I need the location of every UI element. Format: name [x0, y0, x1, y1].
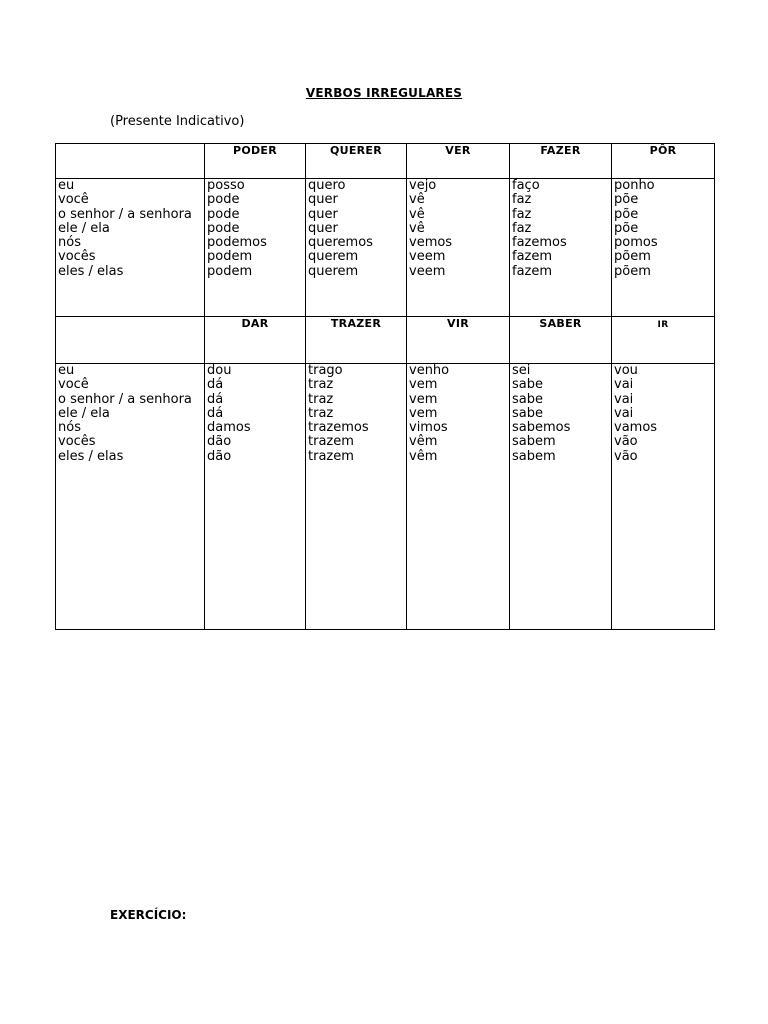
verb-form: sabe	[512, 391, 543, 407]
verb-form: sabe	[512, 377, 543, 393]
pronoun: nós	[58, 420, 81, 436]
verb-form: veem	[409, 249, 446, 265]
verb-form: querem	[308, 249, 359, 265]
verb-form: vimos	[409, 420, 448, 436]
verb-form: põe	[614, 192, 639, 208]
verb-form: vou	[614, 363, 638, 378]
verb-form: vamos	[614, 420, 658, 436]
verb-form: posso	[207, 178, 245, 193]
verb-form: traz	[308, 377, 334, 393]
document-title: VERBOS IRREGULARES	[305, 86, 463, 100]
verb-header-dar: DAR	[205, 317, 306, 364]
verb-form: vejo	[409, 178, 437, 193]
verb-form: dou	[207, 363, 232, 378]
pronoun-list	[56, 364, 204, 464]
verb-form: sabe	[512, 405, 543, 421]
verb-form: ponho	[614, 178, 655, 193]
verb-form: quer	[308, 206, 338, 222]
verb-form: podem	[207, 249, 253, 265]
forms-cell-ir	[612, 364, 715, 630]
conjugation-row-1	[56, 179, 715, 317]
forms-cell-querer	[306, 179, 407, 317]
verb-form: dá	[207, 391, 224, 407]
verb-form: vai	[614, 391, 634, 407]
pronoun: nós	[58, 235, 81, 251]
forms-cell-saber	[510, 364, 612, 630]
pronoun: o senhor / a senhora	[58, 206, 192, 222]
verb-form: vai	[614, 405, 634, 421]
forms-list	[205, 179, 305, 279]
verb-form: pode	[207, 220, 240, 236]
verb-form: vai	[614, 377, 634, 393]
pronoun: você	[58, 192, 89, 208]
verb-header-fazer: FAZER	[510, 144, 612, 179]
verb-header-querer: QUERER	[306, 144, 407, 179]
verb-form: vem	[409, 391, 438, 407]
verb-form: querem	[308, 263, 359, 279]
verb-header-row-2	[56, 317, 715, 364]
forms-cell-fazer	[510, 179, 612, 317]
pronoun: eles / elas	[58, 448, 124, 464]
verb-form: sei	[512, 363, 531, 378]
verb-form: sabem	[512, 434, 556, 450]
verb-form: quer	[308, 220, 338, 236]
verb-form: podem	[207, 263, 253, 279]
verb-form: vão	[614, 434, 638, 450]
verb-form: põe	[614, 220, 639, 236]
verb-form: põem	[614, 249, 651, 265]
verb-form: dá	[207, 377, 224, 393]
pronoun: ele / ela	[58, 405, 110, 421]
verb-form: quer	[308, 192, 338, 208]
pronoun: vocês	[58, 434, 96, 450]
verb-form: pode	[207, 192, 240, 208]
verb-form: faz	[512, 206, 532, 222]
empty-header-cell	[56, 144, 205, 179]
verb-header-por: PÔR	[612, 144, 715, 179]
forms-cell-poder	[205, 179, 306, 317]
verb-form: vêm	[409, 448, 438, 464]
verb-form: põe	[614, 206, 639, 222]
verb-form: traz	[308, 405, 334, 421]
verb-form: trazem	[308, 448, 354, 464]
verb-form: fazem	[512, 263, 553, 279]
verb-form: podemos	[207, 235, 267, 251]
verb-form: vem	[409, 405, 438, 421]
forms-cell-dar	[205, 364, 306, 630]
verb-header-ir: IR	[612, 317, 715, 364]
forms-list	[612, 364, 714, 464]
forms-cell-trazer	[306, 364, 407, 630]
verb-form: queremos	[308, 235, 373, 251]
verb-form: traz	[308, 391, 334, 407]
verb-form: veem	[409, 263, 446, 279]
verb-form: trago	[308, 363, 343, 378]
forms-list	[510, 179, 611, 279]
verb-form: põem	[614, 263, 651, 279]
verb-form: vão	[614, 448, 638, 464]
verb-form: quero	[308, 178, 346, 193]
verb-header-poder: PODER	[205, 144, 306, 179]
pronoun: eles / elas	[58, 263, 124, 279]
verb-conjugation-table	[55, 143, 715, 630]
verb-form: faz	[512, 220, 532, 236]
verb-form: dá	[207, 405, 224, 421]
forms-list	[306, 179, 406, 279]
forms-list	[510, 364, 611, 464]
verb-form: dão	[207, 434, 232, 450]
verb-form: faz	[512, 192, 532, 208]
verb-form: vê	[409, 206, 425, 222]
verb-header-trazer: TRAZER	[306, 317, 407, 364]
conjugation-row-2	[56, 364, 715, 630]
verb-form: damos	[207, 420, 251, 436]
verb-form: trazem	[308, 434, 354, 450]
document-subtitle: (Presente Indicativo)	[110, 114, 245, 129]
verb-form: pomos	[614, 235, 658, 251]
verb-header-ver: VER	[407, 144, 510, 179]
verb-form: sabemos	[512, 420, 571, 436]
verb-form: vê	[409, 192, 425, 208]
verb-form: pode	[207, 206, 240, 222]
verb-form: vem	[409, 377, 438, 393]
empty-header-cell	[56, 317, 205, 364]
pronoun: ele / ela	[58, 220, 110, 236]
pronoun-cell	[56, 364, 205, 630]
verb-form: fazem	[512, 249, 553, 265]
pronoun-cell	[56, 179, 205, 317]
verb-header-saber: SABER	[510, 317, 612, 364]
forms-list	[407, 179, 509, 279]
forms-list	[612, 179, 714, 279]
pronoun: vocês	[58, 249, 96, 265]
verb-header-vir: VIR	[407, 317, 510, 364]
forms-cell-por	[612, 179, 715, 317]
verb-form: sabem	[512, 448, 556, 464]
verb-form: dão	[207, 448, 232, 464]
forms-cell-vir	[407, 364, 510, 630]
verb-form: vemos	[409, 235, 453, 251]
verb-form: venho	[409, 363, 450, 378]
forms-list	[205, 364, 305, 464]
forms-list	[306, 364, 406, 464]
forms-cell-ver	[407, 179, 510, 317]
verb-form: fazemos	[512, 235, 567, 251]
verb-header-row-1	[56, 144, 715, 179]
pronoun: você	[58, 377, 89, 393]
pronoun: o senhor / a senhora	[58, 391, 192, 407]
pronoun: eu	[58, 178, 75, 193]
forms-list	[407, 364, 509, 464]
verb-form: vêm	[409, 434, 438, 450]
pronoun-list	[56, 179, 204, 279]
exercise-label: EXERCÍCIO:	[110, 908, 187, 922]
pronoun: eu	[58, 363, 75, 378]
verb-form: vê	[409, 220, 425, 236]
verb-form: faço	[512, 178, 540, 193]
verb-form: trazemos	[308, 420, 369, 436]
